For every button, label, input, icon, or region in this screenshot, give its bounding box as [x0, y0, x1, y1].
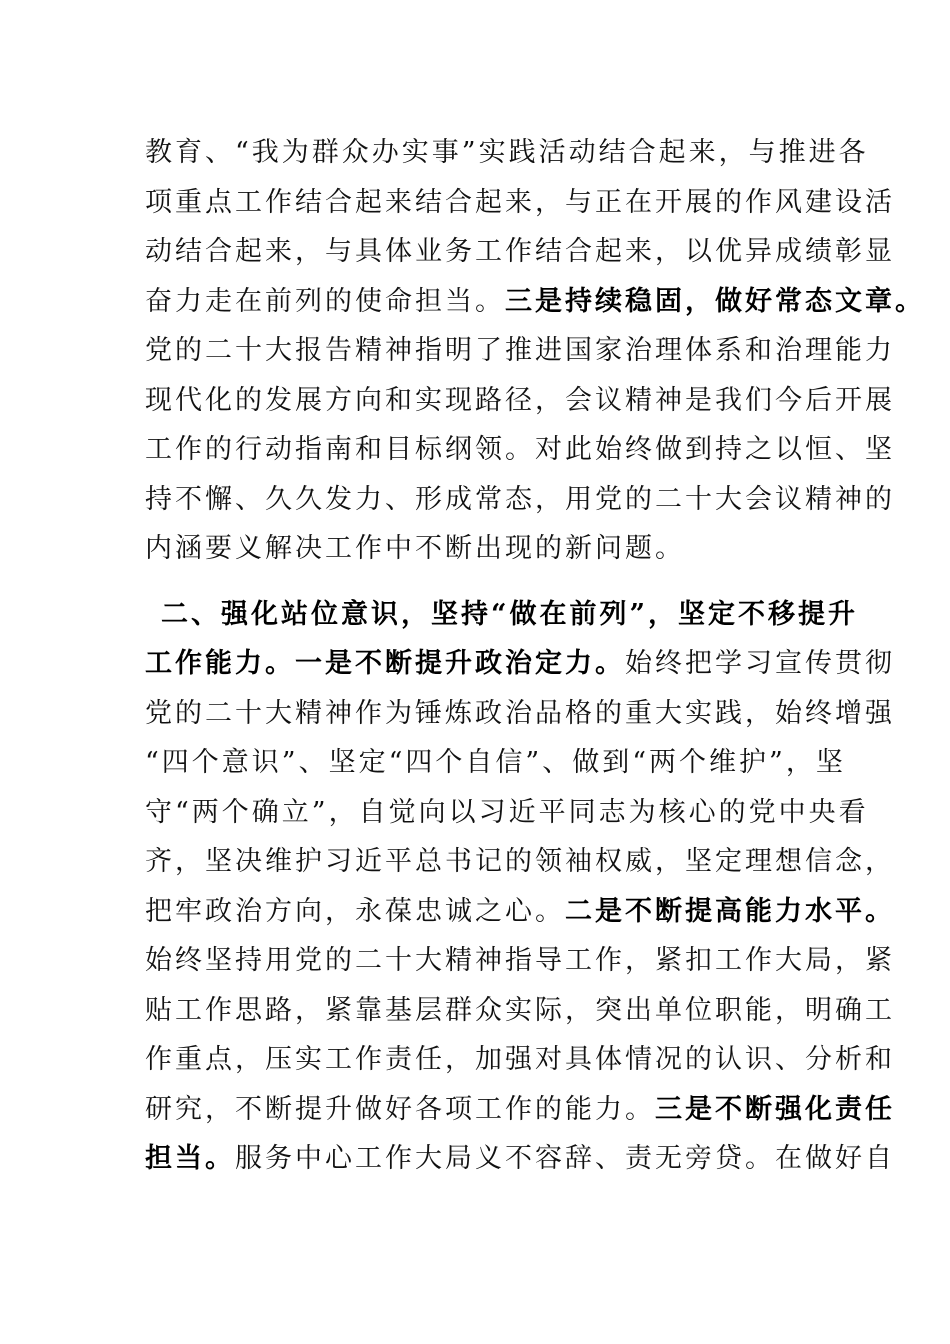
body-text — [145, 128, 925, 1184]
text-line — [145, 178, 895, 228]
text-run: 守“两个确立”，自觉向以习近平同志为核心的党中央看 — [145, 796, 869, 828]
bold-heading-run: 三是不断强化责任 — [655, 1093, 895, 1125]
text-line — [145, 936, 895, 986]
text-run: 项重点工作结合起来结合起来，与正在开展的作风建设活 — [145, 186, 895, 218]
bold-heading-run: 二是不断提高能力水平。 — [565, 895, 895, 927]
text-run: 齐，坚决维护习近平总书记的领袖权威，坚定理想信念， — [145, 846, 895, 877]
text-run: 研究，不断提升做好各项工作的能力。 — [145, 1093, 655, 1125]
text-run: 党的二十大精神作为锤炼政治品格的重大实践，始终增强 — [145, 697, 895, 729]
text-line — [145, 326, 895, 376]
text-run: 现代化的发展方向和实现路径，会议精神是我们今后开展 — [145, 384, 895, 416]
text-line — [145, 689, 895, 739]
text-line — [145, 277, 925, 327]
bold-heading-run: 三是持续稳固，做好常态文章。 — [505, 285, 925, 317]
text-run: 把牢政治方向，永葆忠诚之心。 — [145, 895, 565, 927]
text-run: 内涵要义解决工作中不断出现的新问题。 — [145, 533, 685, 564]
text-line — [145, 837, 895, 887]
section-heading: 二、强化站位意识，坚持“做在前列”，坚定不移提升 — [161, 598, 859, 630]
text-run: 教育、“我为群众办实事”实践活动结合起来，与推进各 — [145, 137, 869, 168]
text-line — [145, 227, 895, 277]
text-run: 服务中心工作大局义不容辞、责无旁贷。在做好自 — [235, 1143, 895, 1174]
text-line — [145, 376, 895, 426]
bold-heading-run: 工作能力。一是不断提升政治定力。 — [145, 648, 625, 679]
text-run: 贴工作思路，紧靠基层群众实际，突出单位职能，明确工 — [145, 994, 895, 1026]
text-run: “四个意识”、坚定“四个自信”、做到“两个维护”，坚 — [145, 747, 846, 778]
text-line — [145, 639, 895, 689]
text-run: 动结合起来，与具体业务工作结合起来，以优异成绩彰显 — [145, 236, 895, 267]
text-run: 奋力走在前列的使命担当。 — [145, 285, 505, 317]
bold-heading-run: 担当。 — [145, 1143, 235, 1174]
text-line — [145, 425, 895, 475]
text-run: 党的二十大报告精神指明了推进国家治理体系和治理能力 — [145, 335, 895, 366]
text-line — [145, 524, 835, 574]
text-line — [145, 128, 869, 178]
text-line — [145, 738, 846, 788]
text-line — [145, 788, 869, 838]
section-heading-line — [145, 590, 859, 640]
text-run: 持不懈、久久发力、形成常态，用党的二十大会议精神的 — [145, 483, 895, 515]
text-run: 作重点，压实工作责任，加强对具体情况的认识、分析和 — [145, 1044, 895, 1075]
text-line — [145, 475, 895, 525]
text-line — [145, 1035, 895, 1085]
text-line — [145, 1134, 895, 1184]
text-line — [145, 986, 895, 1036]
text-run: 工作的行动指南和目标纲领。对此始终做到持之以恒、坚 — [145, 434, 895, 465]
text-run: 始终坚持用党的二十大精神指导工作，紧扣工作大局，紧 — [145, 945, 895, 976]
text-line — [145, 887, 895, 937]
text-line — [145, 1085, 895, 1135]
text-run: 始终把学习宣传贯彻 — [625, 648, 895, 679]
